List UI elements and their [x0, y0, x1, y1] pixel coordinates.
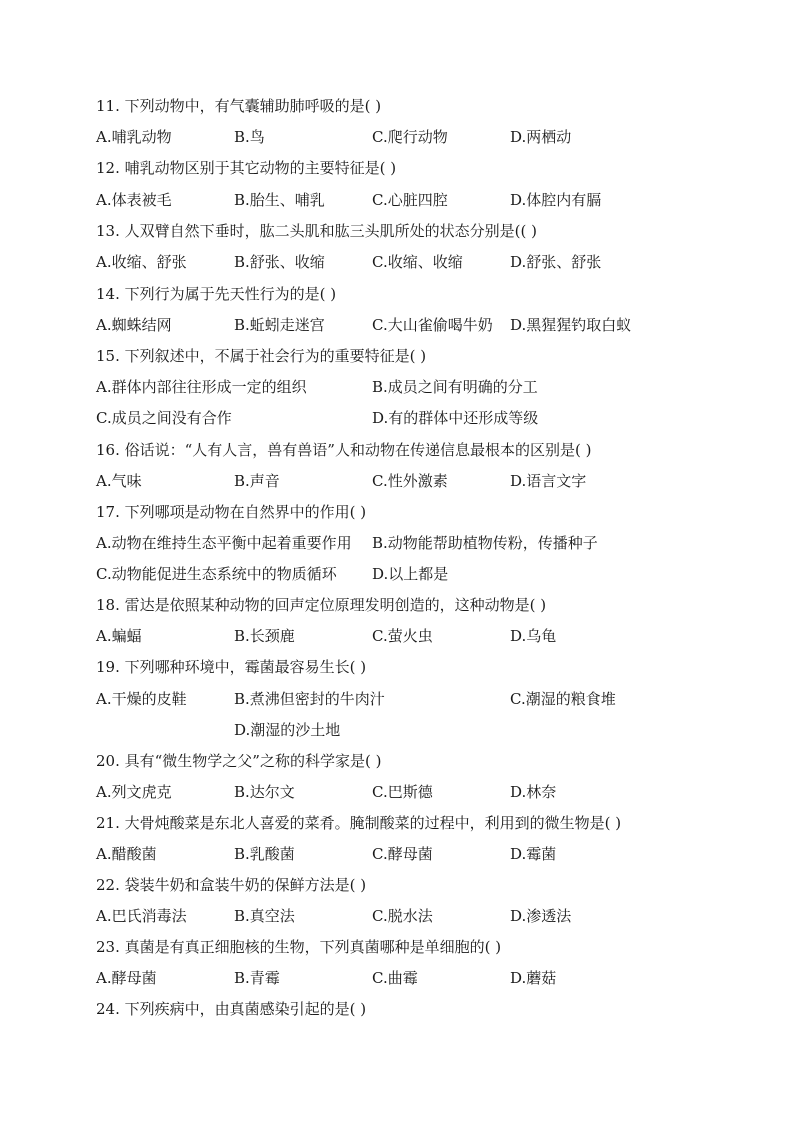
option-c: C.曲霉 — [372, 969, 418, 987]
option-a: A.蝙蝠 — [96, 627, 142, 645]
question-number: 18. — [96, 596, 120, 614]
option-d: D.霉菌 — [510, 845, 557, 863]
question-14 — [96, 284, 336, 304]
option-a: A.列文虎克 — [96, 783, 172, 801]
option-d: D.以上都是 — [372, 565, 449, 583]
question-number: 21. — [96, 814, 120, 832]
question-13 — [96, 221, 537, 241]
option-c: C.爬行动物 — [372, 128, 448, 146]
option-d: D.有的群体中还形成等级 — [372, 409, 539, 427]
option-b: B.达尔文 — [234, 783, 295, 801]
question-stem: 俗话说：“人有人言，兽有兽语”人和动物在传递信息最根本的区别是( ) — [124, 441, 592, 459]
question-20 — [96, 751, 381, 771]
option-b: B.青霉 — [234, 969, 280, 987]
option-b: B.乳酸菌 — [234, 845, 295, 863]
question-number: 14. — [96, 285, 120, 303]
option-b: B.蚯蚓走迷宫 — [234, 316, 325, 334]
option-b: B.鸟 — [234, 128, 265, 146]
question-17 — [96, 502, 366, 522]
question-number: 16. — [96, 441, 120, 459]
question-stem: 具有“微生物学之父”之称的科学家是( ) — [124, 752, 382, 770]
option-a: A.醋酸菌 — [96, 845, 157, 863]
option-c: C.潮湿的粮食堆 — [510, 690, 616, 708]
question-stem: 下列疾病中，由真菌感染引起的是( ) — [124, 1000, 367, 1018]
option-a: A.群体内部往往形成一定的组织 — [96, 378, 307, 396]
question-23 — [96, 937, 501, 957]
option-d: D.蘑菇 — [510, 969, 557, 987]
option-a: A.酵母菌 — [96, 969, 157, 987]
option-d: D.林奈 — [510, 783, 557, 801]
question-21 — [96, 813, 621, 833]
option-d: D.渗透法 — [510, 907, 572, 925]
option-a: A.气味 — [96, 472, 142, 490]
option-b: B.成员之间有明确的分工 — [372, 378, 538, 396]
option-d: D.乌龟 — [510, 627, 557, 645]
option-d: D.黑猩猩钓取白蚁 — [510, 316, 632, 334]
option-b: B.煮沸但密封的牛肉汁 — [234, 690, 385, 708]
option-c: C.脱水法 — [372, 907, 433, 925]
question-stem: 下列哪项是动物在自然界中的作用( ) — [124, 503, 367, 521]
question-number: 24. — [96, 1000, 120, 1018]
question-stem: 哺乳动物区别于其它动物的主要特征是( ) — [124, 159, 397, 177]
question-stem: 袋装牛奶和盒装牛奶的保鲜方法是( ) — [124, 876, 367, 894]
question-stem: 雷达是依照某种动物的回声定位原理发明创造的，这种动物是( ) — [124, 596, 547, 614]
question-stem: 下列行为属于先天性行为的是( ) — [124, 285, 337, 303]
question-number: 19. — [96, 658, 120, 676]
question-number: 12. — [96, 159, 120, 177]
option-b: B.舒张、收缩 — [234, 253, 325, 271]
option-a: A.干燥的皮鞋 — [96, 690, 187, 708]
question-15 — [96, 346, 426, 366]
question-11 — [96, 96, 381, 116]
question-number: 23. — [96, 938, 120, 956]
question-stem: 下列哪种环境中，霉菌最容易生长( ) — [124, 658, 367, 676]
question-number: 20. — [96, 752, 120, 770]
question-12 — [96, 158, 396, 178]
question-16 — [96, 440, 591, 460]
question-22 — [96, 875, 366, 895]
option-d: D.语言文字 — [510, 472, 587, 490]
question-number: 17. — [96, 503, 120, 521]
question-number: 11. — [96, 97, 120, 115]
option-c: C.酵母菌 — [372, 845, 433, 863]
option-a: A.收缩、舒张 — [96, 253, 187, 271]
option-c: C.萤火虫 — [372, 627, 433, 645]
option-b: B.声音 — [234, 472, 280, 490]
question-24 — [96, 999, 366, 1019]
question-number: 22. — [96, 876, 120, 894]
option-d: D.舒张、舒张 — [510, 253, 602, 271]
option-a: A.哺乳动物 — [96, 128, 172, 146]
option-a: A.蜘蛛结网 — [96, 316, 172, 334]
question-stem: 下列动物中，有气囊辅助肺呼吸的是( ) — [124, 97, 382, 115]
option-c: C.性外激素 — [372, 472, 448, 490]
option-a: A.动物在维持生态平衡中起着重要作用 — [96, 534, 352, 552]
option-c: C.成员之间没有合作 — [96, 409, 232, 427]
option-d: D.潮湿的沙土地 — [234, 721, 341, 739]
question-18 — [96, 595, 546, 615]
question-stem: 大骨炖酸菜是东北人喜爱的菜肴。腌制酸菜的过程中，利用到的微生物是( ) — [124, 814, 622, 832]
question-number: 15. — [96, 347, 120, 365]
option-b: B.长颈鹿 — [234, 627, 295, 645]
option-d: D.体腔内有膈 — [510, 191, 602, 209]
option-c: C.收缩、收缩 — [372, 253, 463, 271]
option-d: D.两栖动 — [510, 128, 572, 146]
question-stem: 下列叙述中，不属于社会行为的重要特征是( ) — [124, 347, 427, 365]
option-b: B.真空法 — [234, 907, 295, 925]
option-c: C.动物能促进生态系统中的物质循环 — [96, 565, 337, 583]
question-stem: 真菌是有真正细胞核的生物，下列真菌哪种是单细胞的( ) — [124, 938, 502, 956]
question-19 — [96, 657, 366, 677]
question-number: 13. — [96, 222, 120, 240]
option-a: A.巴氏消毒法 — [96, 907, 187, 925]
option-b: B.动物能帮助植物传粉，传播种子 — [372, 534, 598, 552]
option-c: C.心脏四腔 — [372, 191, 448, 209]
option-c: C.巴斯德 — [372, 783, 433, 801]
option-b: B.胎生、哺乳 — [234, 191, 325, 209]
question-stem: 人双臂自然下垂时，肱二头肌和肱三头肌所处的状态分别是(( ) — [124, 222, 537, 240]
option-c: C.大山雀偷喝牛奶 — [372, 316, 493, 334]
option-a: A.体表被毛 — [96, 191, 172, 209]
